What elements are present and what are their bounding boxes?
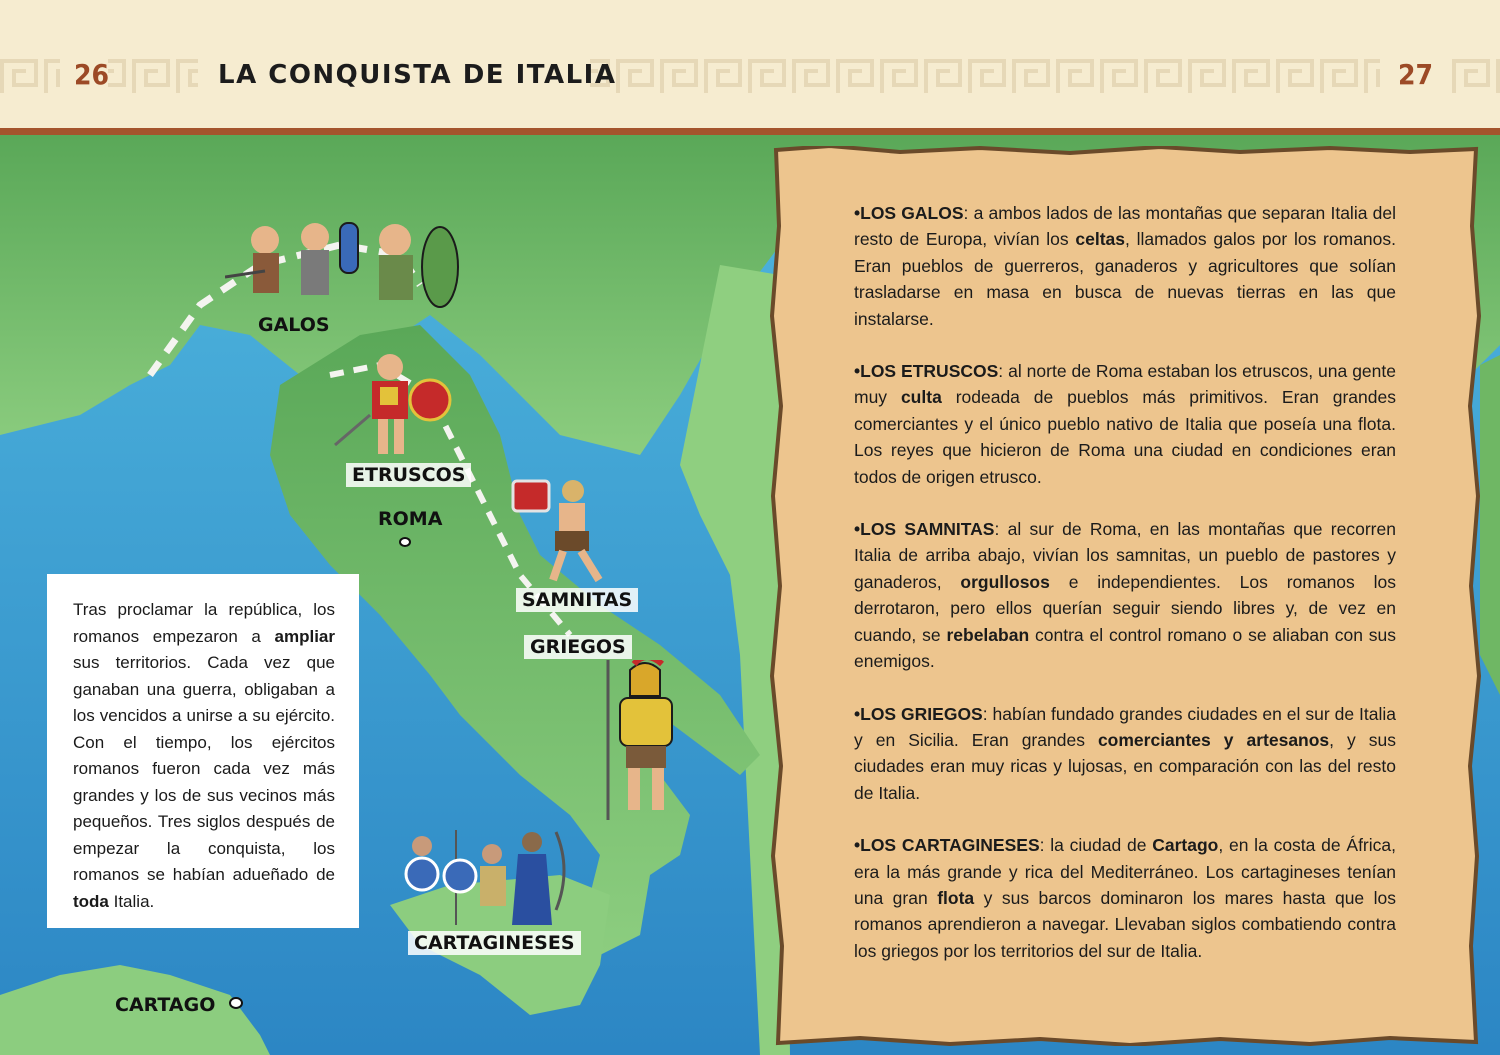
people-keyword: rebelaban (946, 624, 1030, 645)
roma-city-marker-icon (398, 536, 412, 548)
people-text: : habían fundado grandes ciudades en el sur de Italia y en Sicilia. Eran grandes (854, 703, 1396, 750)
gaul-warriors-icon (225, 215, 470, 310)
label-samnitas: SAMNITAS (516, 588, 638, 612)
people-text: : la ciudad de (1039, 835, 1153, 856)
people-text: contra el control romano o se aliaban con sus enemigos. (854, 624, 1397, 672)
intro-bold-toda: toda (73, 891, 109, 911)
page-header (0, 0, 1500, 132)
balkans-right (1480, 355, 1500, 695)
etruscan-warrior-icon (330, 345, 460, 460)
people-name: •LOS ETRUSCOS (854, 361, 999, 382)
carthaginian-warriors-icon (400, 820, 575, 930)
samnite-warrior-icon (505, 475, 620, 585)
page-number-right: 27 (1398, 58, 1434, 91)
peoples-description (854, 200, 1396, 990)
people-text: , y sus ciudades eran muy ricas y lujosas, en comparación con las del resto de Italia. (854, 729, 1396, 803)
people-text: : a ambos lados de las montañas que separan Italia del resto de Europa, vivían los (854, 203, 1396, 250)
people-text: y sus barcos dominaron los mares hasta que los romanos aprendieron a navegar. Llevaban siglos combatiendo contra los griegos por los territorios del sur de Italia. (854, 887, 1397, 961)
intro-text: sus territorios. Cada vez que ganaban una guerra, obligaban a los vencidos a unirse a su ejército. Con el tiempo, los ejércitos romanos fueron cada vez más grandes y los de sus vecinos más pequeños. Tres siglos después de empezar la conquista, los romanos se habían adueñado de (73, 653, 335, 884)
people-name: •LOS GALOS (854, 203, 964, 223)
greek-hoplite-icon (590, 660, 700, 820)
label-etruscos: ETRUSCOS (346, 463, 471, 487)
cartago-city-marker-icon (228, 996, 244, 1010)
people-name: •LOS SAMNITAS (854, 519, 995, 540)
label-cartago: CARTAGO (115, 994, 216, 1016)
people-keyword: comerciantes y artesanos (1097, 729, 1330, 750)
intro-text: Tras proclamar la república, los romanos empezaron a (73, 600, 335, 646)
people-griegos (854, 701, 1396, 807)
people-name: •LOS CARTAGINESES (854, 835, 1040, 856)
label-griegos: GRIEGOS (524, 635, 632, 659)
people-keyword: flota (937, 887, 975, 908)
people-keyword: celtas (1075, 229, 1126, 250)
people-text: e independientes. Los romanos los derrotaron, pero ellos querían seguir siendo libres y, de vez en cuando, se (854, 571, 1396, 645)
people-samnitas (854, 516, 1396, 674)
label-roma: ROMA (378, 508, 443, 530)
people-text: rodeada de pueblos más primitivos. Eran grandes comerciantes y el único pueblo nativo de Italia que poseía una flota. Los reyes que hicieron de Roma una ciudad en condiciones eran todos de origen etrusco. (854, 387, 1396, 487)
people-text: : al sur de Roma, en las montañas que recorren Italia de arriba abajo, vivían los samnitas, un pueblo de pastores y ganaderos, (854, 519, 1396, 592)
people-keyword: orgullosos (960, 571, 1050, 592)
label-cartagineses: CARTAGINESES (408, 931, 581, 955)
label-galos: GALOS (258, 314, 330, 336)
page-title: LA CONQUISTA DE ITALIA (218, 60, 617, 90)
header-rule (0, 128, 1500, 135)
people-text: : al norte de Roma estaban los etruscos, una gente muy (854, 361, 1396, 408)
people-text: , en la costa de África, era la más grande y rica del Mediterráneo. Los cartagineses tenían una gran (854, 835, 1396, 908)
page-number-left: 26 (74, 58, 110, 91)
intro-bold-ampliar: ampliar (274, 626, 335, 646)
people-galos (854, 200, 1396, 332)
people-text: , llamados galos por los romanos. Eran pueblos de guerreros, ganaderos y agricultores que solían trasladarse en masa en busca de nuevas tierras en las que instalarse. (854, 229, 1396, 329)
intro-text: Italia. (108, 891, 155, 911)
people-name: •LOS GRIEGOS (854, 703, 983, 724)
people-keyword: culta (900, 387, 942, 408)
people-etruscos (854, 358, 1396, 490)
people-cartagineses (854, 832, 1396, 964)
people-keyword: Cartago (1152, 835, 1219, 856)
intro-text-box (47, 574, 359, 928)
